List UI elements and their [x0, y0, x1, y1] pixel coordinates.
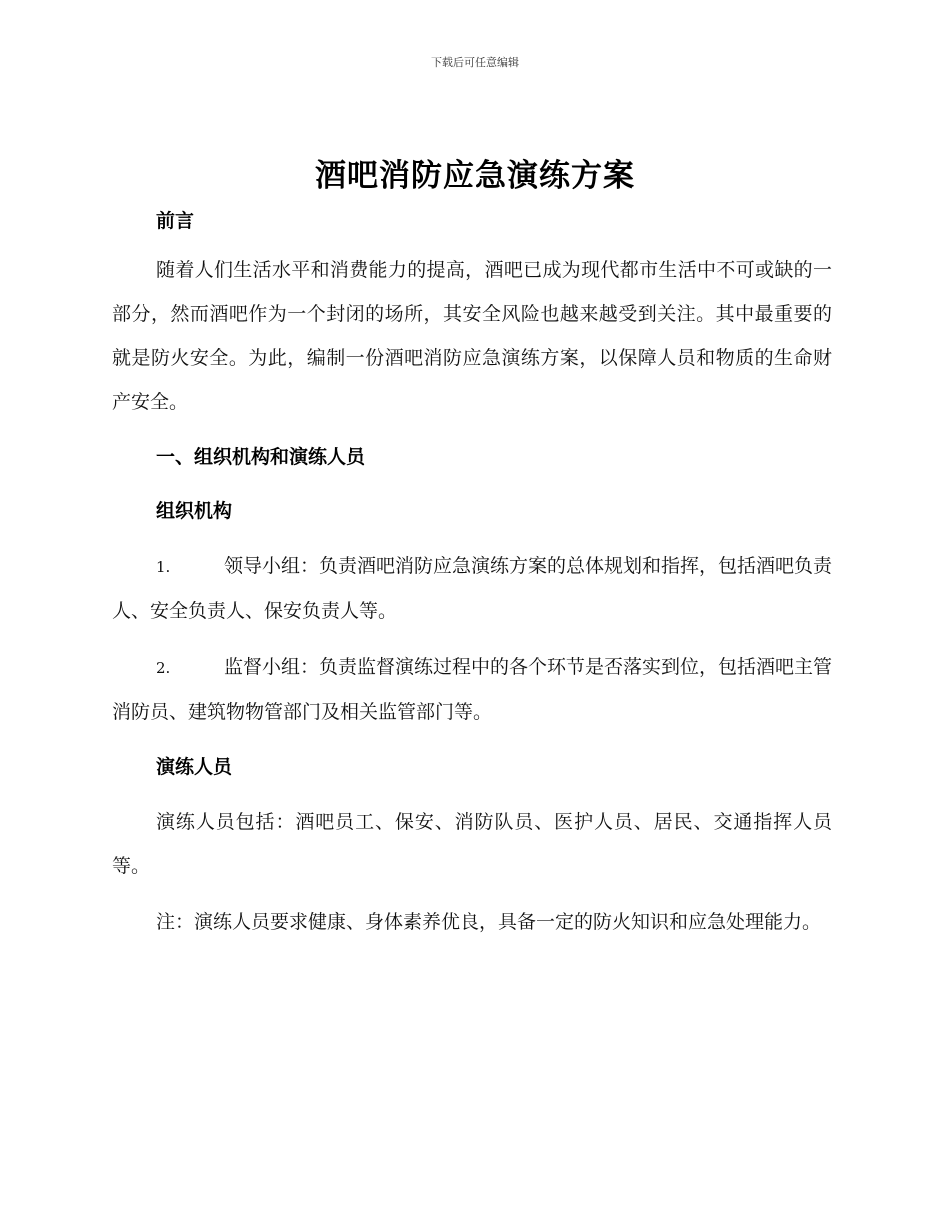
document-title: 酒吧消防应急演练方案: [315, 158, 635, 194]
staff-heading: 演练人员: [156, 756, 233, 778]
page-header-note: 下载后可任意编辑: [431, 56, 519, 69]
list-number: 1.: [156, 558, 171, 576]
org-list-item-1: [112, 544, 832, 633]
list-number: 2.: [156, 659, 171, 677]
section-1-heading: 一、组织机构和演练人员: [156, 446, 366, 468]
org-list-item-2: [112, 645, 832, 734]
list-item-text: 领导小组：负责酒吧消防应急演练方案的总体规划和指挥，包括酒吧负责人、安全负责人、保安负责人等。: [112, 555, 833, 622]
staff-paragraph: 演练人员包括：酒吧员工、保安、消防队员、医护人员、居民、交通指挥人员等。: [112, 811, 832, 877]
document-body: [112, 200, 832, 944]
list-item-text: 监督小组：负责监督演练过程中的各个环节是否落实到位，包括酒吧主管消防员、建筑物物管部门及相关监管部门等。: [112, 656, 833, 723]
org-structure-heading: 组织机构: [156, 500, 233, 522]
preface-heading: 前言: [156, 210, 195, 232]
note-paragraph: 注：演练人员要求健康、身体素养优良，具备一定的防火知识和应急处理能力。: [156, 911, 822, 933]
preface-paragraph: 随着人们生活水平和消费能力的提高，酒吧已成为现代都市生活中不可或缺的一部分，然而酒吧作为一个封闭的场所，其安全风险也越来越受到关注。其中最重要的就是防火安全。为此，编制一份酒吧消防应急演练方案，以保障人员和物质的生命财产安全。: [112, 259, 832, 413]
